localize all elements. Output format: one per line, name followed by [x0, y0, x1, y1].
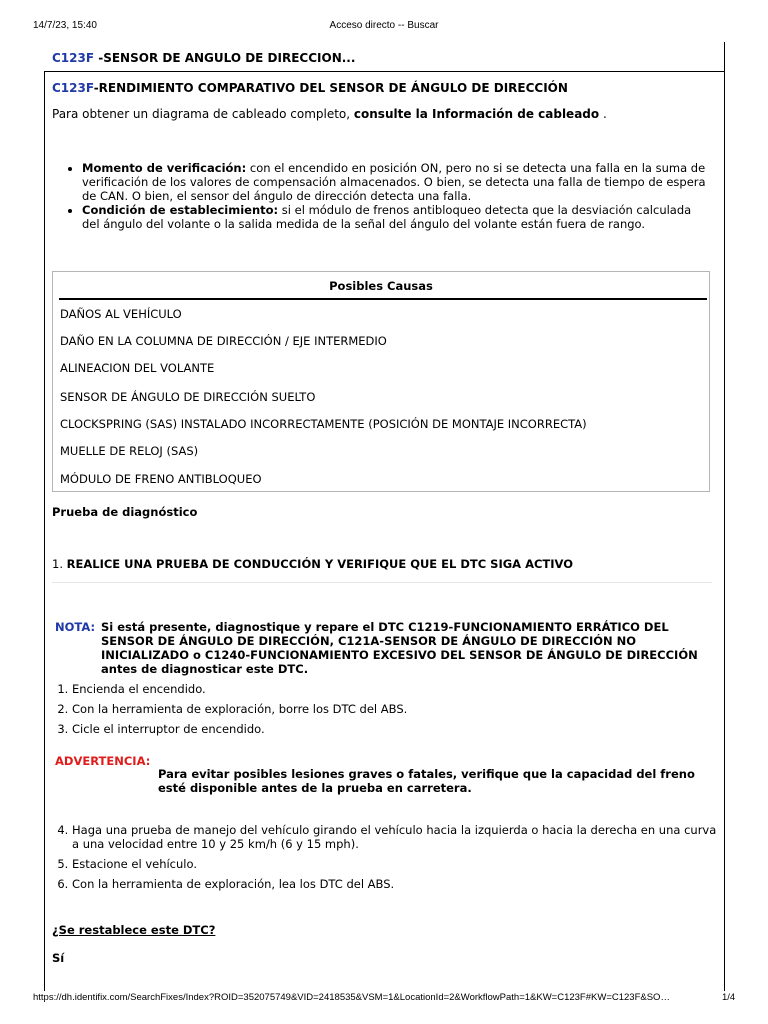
possible-causes-table — [52, 271, 710, 492]
frame-right-border — [724, 42, 725, 991]
list-item: 3. Cicle el interruptor de encendido. — [72, 722, 712, 736]
wiring-suffix: . — [599, 107, 607, 121]
frame-left-border — [44, 71, 45, 991]
answer-yes: Sí — [52, 951, 65, 965]
dtc-reset-question: ¿Se restablece este DTC? — [52, 923, 216, 937]
procedure-steps-b — [52, 823, 718, 897]
table-row: DAÑO EN LA COLUMNA DE DIRECCIÓN / EJE INTERMEDIO — [60, 334, 387, 348]
table-row: MÓDULO DE FRENO ANTIBLOQUEO — [60, 472, 262, 486]
condition-label: Momento de verificación: — [82, 161, 247, 175]
table-row: CLOCKSPRING (SAS) INSTALADO INCORRECTAMENTE (POSICIÓN DE MONTAJE INCORRECTA) — [60, 417, 587, 431]
table-row: ALINEACION DEL VOLANTE — [60, 361, 215, 375]
step-1-number: 1. — [52, 557, 67, 571]
note-text: Si está presente, diagnostique y repare el DTC C1219-FUNCIONAMIENTO ERRÁTICO DEL SENSOR DE ÁNGULO DE DIRECCIÓN, C121A-SENSOR DE ÁNGULO DE DIRECCIÓN NO INICIALIZADO o C1240-FUNCIONAMIENTO EXCESIVO DEL SENSOR DE ÁNGULO DE DIRECCIÓN antes de diagnosticar este DTC. — [101, 620, 698, 676]
diagnostic-test-heading: Prueba de diagnóstico — [52, 505, 198, 519]
page-number: 1/4 — [722, 992, 736, 1003]
print-page-title: Acceso directo -- Buscar — [329, 20, 439, 31]
condition-label: Condición de establecimiento: — [82, 203, 279, 217]
warning-label: ADVERTENCIA: — [55, 754, 151, 768]
wiring-info-link[interactable]: consulte la Información de cableado — [353, 107, 600, 121]
note-label: NOTA: — [55, 620, 96, 634]
print-datetime: 14/7/23, 15:40 — [33, 20, 97, 31]
condition-text: con el encendido en posición ON, pero no si se detecta una falla en la suma de verificación de los valores de compensación almacenados. O bien, se detecta una falla de tiempo de espera de CAN. O bien, el sensor del ángulo de dirección detecta una falla. — [82, 161, 706, 203]
table-row: DAÑOS AL VEHÍCULO — [60, 307, 182, 321]
causes-header: Posibles Causas — [329, 279, 433, 293]
wiring-paragraph — [52, 107, 607, 121]
dtc-subtitle-code: C123F — [52, 81, 94, 95]
list-item — [82, 203, 712, 231]
step-1-title: REALICE UNA PRUEBA DE CONDUCCIÓN Y VERIFIQUE QUE EL DTC SIGA ACTIVO — [66, 557, 574, 571]
frame-top-border — [44, 71, 725, 72]
procedure-steps-a — [52, 682, 712, 742]
dtc-code-link[interactable]: C123F — [52, 51, 95, 65]
conditions-list — [52, 161, 712, 231]
list-item: 2. Con la herramienta de exploración, borre los DTC del ABS. — [72, 702, 712, 716]
wiring-prefix: Para obtener un diagrama de cableado completo, — [52, 107, 354, 121]
step-1-divider — [52, 582, 712, 583]
list-item: 4. Haga una prueba de manejo del vehículo girando el vehículo hacia la izquierda o hacia la derecha en una curva a una velocidad entre 10 y 25 km/h (6 y 15 mph). — [72, 823, 718, 851]
document-title — [52, 51, 355, 65]
print-header — [0, 0, 768, 40]
list-item: 6. Con la herramienta de exploración, lea los DTC del ABS. — [72, 877, 718, 891]
causes-header-rule — [59, 298, 707, 300]
condition-text: si el módulo de frenos antibloqueo detecta que la desviación calculada del ángulo del volante o la salida medida de la señal del ángulo del volante están fuera de rango. — [82, 203, 692, 231]
list-item: 5. Estacione el vehículo. — [72, 857, 718, 871]
warning-text: Para evitar posibles lesiones graves o fatales, verifique que la capacidad del freno esté disponible antes de la prueba en carretera. — [158, 767, 695, 795]
step-1-heading — [52, 557, 573, 571]
table-row: SENSOR DE ÁNGULO DE DIRECCIÓN SUELTO — [60, 390, 316, 404]
table-row: MUELLE DE RELOJ (SAS) — [60, 444, 199, 458]
list-item: 1. Encienda el encendido. — [72, 682, 712, 696]
list-item — [82, 161, 712, 203]
document-subtitle — [52, 81, 568, 95]
print-footer — [0, 992, 768, 1012]
document-title-text: -SENSOR DE ANGULO DE DIRECCION... — [94, 51, 356, 65]
document-subtitle-text: -RENDIMIENTO COMPARATIVO DEL SENSOR DE ÁNGULO DE DIRECCIÓN — [93, 81, 568, 95]
print-url: https://dh.identifix.com/SearchFixes/Index?ROID=352075749&VID=2418535&VSM=1&LocationId=2&WorkflowPath=1&KW=C123F#KW=C123F&SO… — [33, 992, 670, 1003]
